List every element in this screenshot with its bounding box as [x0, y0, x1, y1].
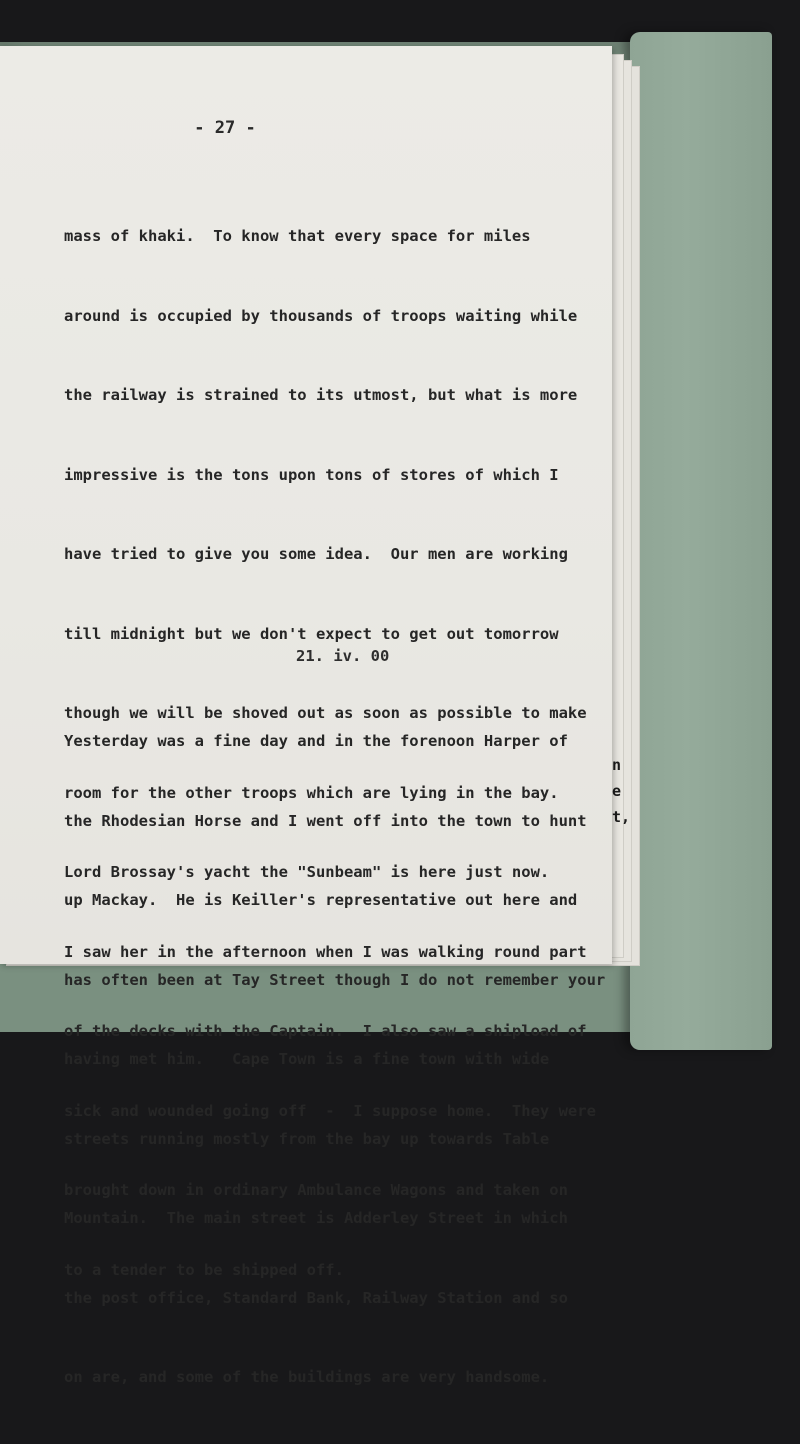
underlying-page-edge-text	[612, 752, 630, 830]
text-line: Yesterday was a fine day and in the forenoon Harper of	[64, 732, 568, 750]
edge-letter: t,	[612, 808, 631, 826]
text-line: the railway is strained to its utmost, but what is more	[64, 386, 578, 404]
page-number: - 27 -	[194, 118, 256, 138]
text-line: brought down in ordinary Ambulance Wagons and taken on	[64, 1181, 568, 1199]
text-line: of the decks with the Captain. I also saw a shipload of	[64, 1022, 587, 1040]
text-line: to a tender to be shipped off.	[64, 1260, 344, 1279]
body-paragraph-2	[64, 675, 605, 1444]
text-line: have tried to give you some idea. Our men are working	[64, 545, 568, 563]
typed-letter-page	[0, 46, 612, 1386]
text-line: the Rhodesian Horse and I went off into the town to hunt	[64, 811, 587, 830]
text-line: impressive is the tons upon tons of stores of which I	[64, 465, 559, 484]
text-line: though we will be shoved out as soon as possible to make	[64, 704, 587, 722]
text-line: Lord Brossay's yacht the "Sunbeam" is here just now.	[64, 863, 550, 881]
text-line: has often been at Tay Street though I do not remember your	[64, 970, 606, 989]
text-line: room for the other troops which are lying in the bay.	[64, 783, 559, 802]
text-line: till midnight but we don't expect to get out tomorrow	[64, 624, 559, 643]
text-line: streets running mostly from the bay up towards Table	[64, 1129, 550, 1148]
entry-date: 21. iv. 00	[296, 647, 390, 665]
text-line: sick and wounded going off - I suppose home. They were	[64, 1101, 596, 1120]
text-line: mass of khaki. To know that every space for miles	[64, 227, 531, 245]
edge-letter: e	[612, 782, 622, 800]
text-line: Mountain. The main street is Adderley Street in which	[64, 1209, 568, 1227]
text-line: the post office, Standard Bank, Railway Station and so	[64, 1288, 568, 1307]
text-line: I saw her in the afternoon when I was walking round part	[64, 942, 587, 961]
folder-flap	[630, 32, 772, 1050]
text-line: having met him. Cape Town is a fine town with wide	[64, 1050, 550, 1068]
text-line: around is occupied by thousands of troops waiting while	[64, 306, 578, 325]
text-line: on are, and some of the buildings are very handsome.	[64, 1368, 550, 1386]
edge-letter: n	[612, 756, 622, 774]
text-line: up Mackay. He is Keiller's representative out here and	[64, 891, 578, 909]
